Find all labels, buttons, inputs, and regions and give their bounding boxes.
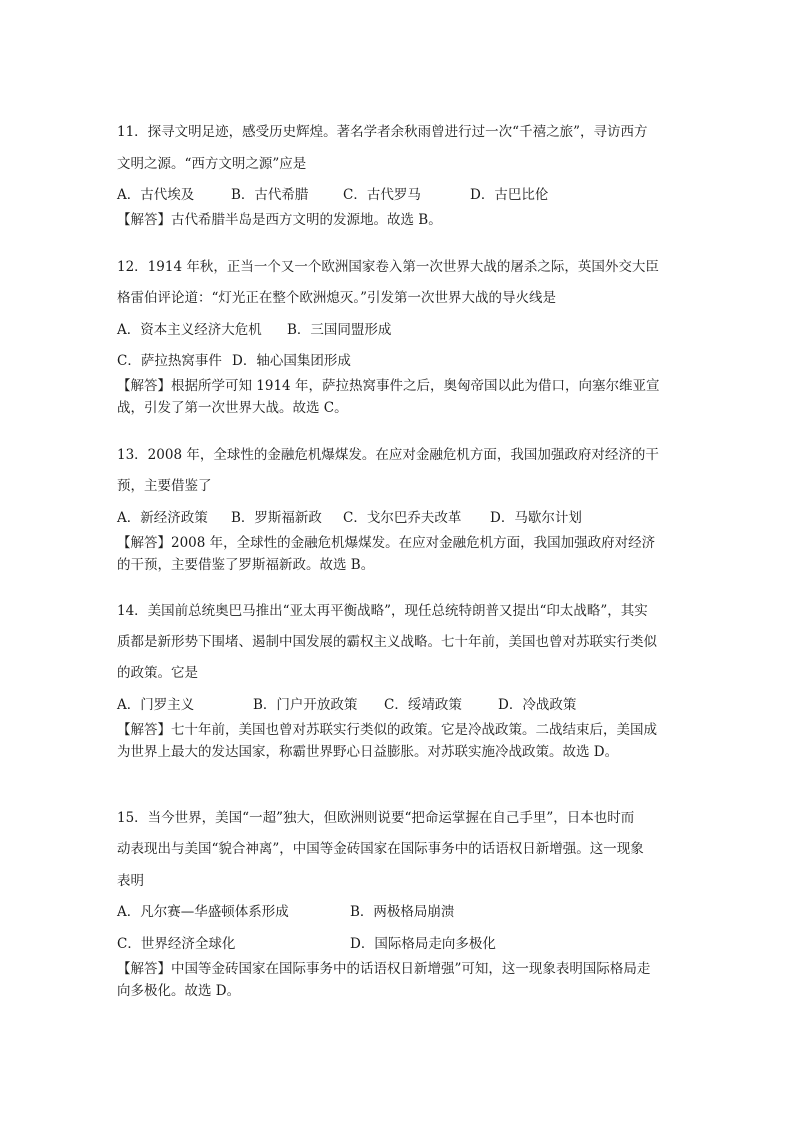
q11-stem-line-2: 文明之源。“西方文明之源”应是 [117,156,307,172]
q11-option-b: B．古代希腊 [231,187,309,203]
q14-answer-line-2: 为世界上最大的发达国家，称霸世界野心日益膨胀。对苏联实施冷战政策。故选 D。 [117,744,619,760]
q13-stem-line-2: 预，主要借鉴了 [117,478,212,494]
q15-option-c: C．世界经济全球化 [117,936,236,952]
q15-stem-line-1: 15．当今世界，美国“一超”独大，但欧洲则说要“把命运掌握在自己手里”，日本也时而 [117,810,635,826]
q15-option-b: B．两极格局崩溃 [350,904,455,920]
q12-option-b: B．三国同盟形成 [287,322,392,338]
q13-answer-line-2: 的干预，主要借鉴了罗斯福新政。故选 B。 [117,557,375,573]
q14-option-d: D．冷战政策 [498,697,577,713]
q13-option-c: C．戈尔巴乔夫改革 [343,510,462,526]
q15-option-d: D．国际格局走向多极化 [350,936,496,952]
q11-option-d: D．古巴比伦 [470,187,549,203]
q15-stem-line-2: 动表现出与美国“貌合神离”，中国等金砖国家在国际事务中的话语权日新增强。这一现象 [117,841,644,857]
q15-answer-line-2: 向多极化。故选 D。 [117,983,241,999]
q13-option-a: A．新经济政策 [117,510,208,526]
q11-option-a: A．古代埃及 [117,187,195,203]
q13-stem-line-1: 13．2008 年，全球性的金融危机爆煤发。在应对金融危机方面，我国加强政府对经济的干 [117,447,659,463]
q15-option-a: A．凡尔赛—华盛顿体系形成 [117,904,289,920]
q12-option-d: D．轴心国集团形成 [232,353,351,369]
q11-option-c: C．古代罗马 [343,187,421,203]
q14-stem-line-1: 14．美国前总统奥巴马推出“亚太再平衡战略”，现任总统特朗普又提出“印太战略”，其实 [117,603,648,619]
q12-option-a: A．资本主义经济大危机 [117,322,262,338]
q15-answer-line-1: 【解答】中国等金砖国家在国际事务中的话语权日新增强”可知，这一现象表明国际格局走 [117,961,651,977]
q14-option-b: B．门户开放政策 [253,697,358,713]
q12-answer-line-2: 战，引发了第一次世界大战。故选 C。 [117,400,348,416]
q12-option-c: C．萨拉热窝事件 [117,353,222,369]
q14-option-a: A．门罗主义 [117,697,195,713]
q14-stem-line-2: 质都是新形势下围堵、遏制中国发展的霸权主义战略。七十年前，美国也曾对苏联实行类似 [117,634,657,650]
q11-stem-line-1: 11．探寻文明足迹，感受历史辉煌。著名学者余秋雨曾进行过一次“千禧之旅”，寻访西方 [117,124,648,140]
q13-answer-line-1: 【解答】2008 年，全球性的金融危机爆煤发。在应对金融危机方面，我国加强政府对经济 [117,535,656,551]
q14-option-c: C．绥靖政策 [384,697,462,713]
q12-stem-line-1: 12．1914 年秋，正当一个又一个欧洲国家卷入第一次世界大战的屠杀之际，英国外交大臣 [117,259,659,275]
q13-option-d: D．马歇尔计划 [490,510,582,526]
q15-stem-line-3: 表明 [117,873,144,889]
q12-stem-line-2: 格雷伯评论道：“灯光正在整个欧洲熄灭。”引发第一次世界大战的导火线是 [117,290,557,306]
q13-option-b: B．罗斯福新政 [231,510,322,526]
q11-answer-line-1: 【解答】古代希腊半岛是西方文明的发源地。故选 B。 [117,212,442,228]
q14-answer-line-1: 【解答】七十年前，美国也曾对苏联实行类似的政策。它是冷战政策。二战结束后，美国成 [117,722,657,738]
q14-stem-line-3: 的政策。它是 [117,665,198,681]
q12-answer-line-1: 【解答】根据所学可知 1914 年，萨拉热窝事件之后，奥匈帝国以此为借口，向塞尔维亚宣 [117,378,660,394]
